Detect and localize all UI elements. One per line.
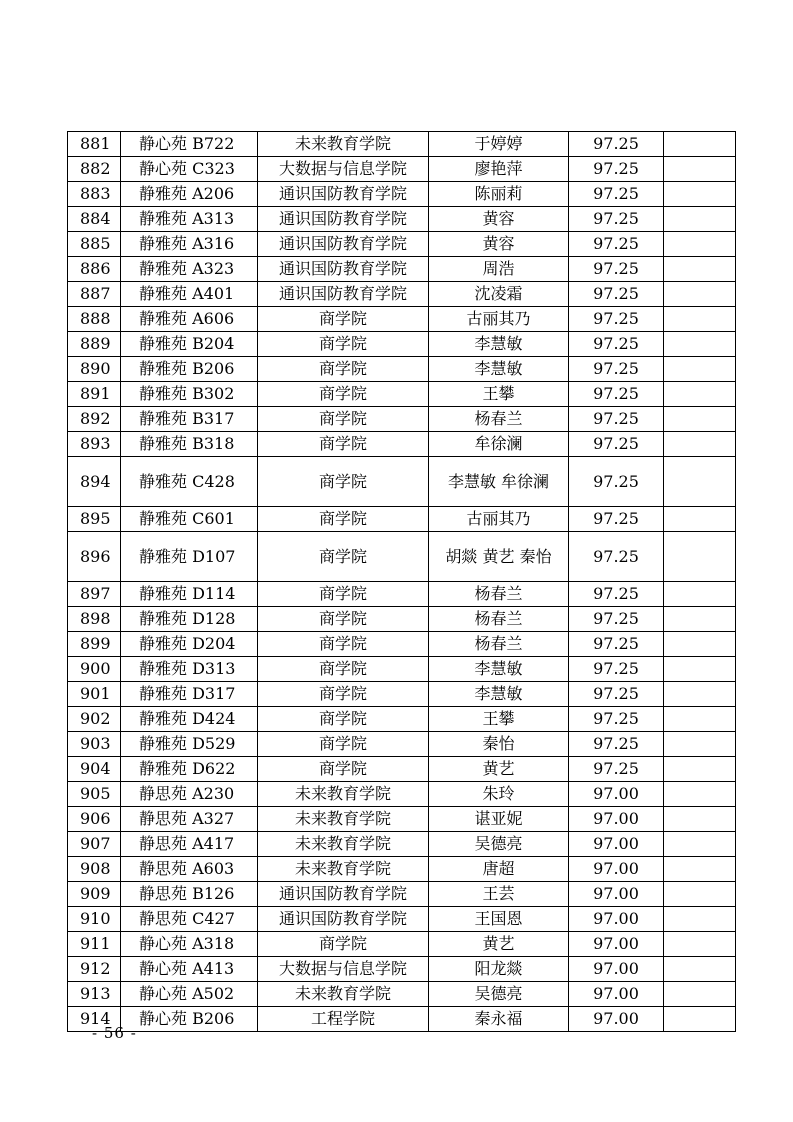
score-value: 97.25: [569, 182, 664, 207]
college-name: 商学院: [258, 407, 429, 432]
dorm-room: 静思苑 B126: [121, 882, 258, 907]
table-row: [68, 857, 736, 882]
score-value: 97.25: [569, 332, 664, 357]
remark-cell: [664, 582, 736, 607]
remark-cell: [664, 532, 736, 582]
counselor-name: 廖艳萍: [429, 157, 569, 182]
table-row: [68, 382, 736, 407]
counselor-name: 李慧敏: [429, 357, 569, 382]
remark-cell: [664, 182, 736, 207]
college-name: 商学院: [258, 732, 429, 757]
row-number: 899: [68, 632, 121, 657]
row-number: 897: [68, 582, 121, 607]
college-name: 商学院: [258, 757, 429, 782]
counselor-name: 杨春兰: [429, 607, 569, 632]
row-number: 912: [68, 957, 121, 982]
remark-cell: [664, 357, 736, 382]
row-number: 888: [68, 307, 121, 332]
counselor-name: 王攀: [429, 707, 569, 732]
dorm-room: 静雅苑 B206: [121, 357, 258, 382]
table-row: [68, 632, 736, 657]
counselor-name: 杨春兰: [429, 582, 569, 607]
college-name: 商学院: [258, 657, 429, 682]
dorm-room: 静雅苑 D622: [121, 757, 258, 782]
table-row: [68, 182, 736, 207]
remark-cell: [664, 432, 736, 457]
dorm-room: 静雅苑 D317: [121, 682, 258, 707]
row-number: 906: [68, 807, 121, 832]
college-name: 通识国防教育学院: [258, 207, 429, 232]
counselor-name: 黄容: [429, 232, 569, 257]
score-value: 97.00: [569, 957, 664, 982]
dorm-room: 静雅苑 A323: [121, 257, 258, 282]
table-row: [68, 782, 736, 807]
remark-cell: [664, 682, 736, 707]
table-row: [68, 882, 736, 907]
score-value: 97.25: [569, 407, 664, 432]
college-name: 未来教育学院: [258, 857, 429, 882]
score-value: 97.25: [569, 207, 664, 232]
remark-cell: [664, 632, 736, 657]
score-value: 97.00: [569, 1007, 664, 1032]
table-row: [68, 957, 736, 982]
college-name: 未来教育学院: [258, 982, 429, 1007]
counselor-name: 阳龙燚: [429, 957, 569, 982]
remark-cell: [664, 882, 736, 907]
counselor-name: 李慧敏: [429, 332, 569, 357]
counselor-name: 王国恩: [429, 907, 569, 932]
dorm-room: 静心苑 B206: [121, 1007, 258, 1032]
remark-cell: [664, 607, 736, 632]
remark-cell: [664, 232, 736, 257]
score-value: 97.25: [569, 757, 664, 782]
counselor-name: 李慧敏 牟徐澜: [429, 457, 569, 507]
remark-cell: [664, 257, 736, 282]
score-value: 97.00: [569, 807, 664, 832]
row-number: 911: [68, 932, 121, 957]
remark-cell: [664, 982, 736, 1007]
row-number: 889: [68, 332, 121, 357]
college-name: 未来教育学院: [258, 832, 429, 857]
remark-cell: [664, 407, 736, 432]
dorm-room: 静雅苑 D128: [121, 607, 258, 632]
table-row: [68, 432, 736, 457]
row-number: 884: [68, 207, 121, 232]
college-name: 商学院: [258, 332, 429, 357]
table-row: [68, 1007, 736, 1032]
remark-cell: [664, 457, 736, 507]
row-number: 881: [68, 132, 121, 157]
college-name: 未来教育学院: [258, 132, 429, 157]
dorm-room: 静思苑 A417: [121, 832, 258, 857]
score-value: 97.25: [569, 157, 664, 182]
row-number: 892: [68, 407, 121, 432]
college-name: 商学院: [258, 357, 429, 382]
remark-cell: [664, 932, 736, 957]
score-value: 97.25: [569, 657, 664, 682]
score-value: 97.25: [569, 307, 664, 332]
row-number: 891: [68, 382, 121, 407]
counselor-name: 杨春兰: [429, 632, 569, 657]
remark-cell: [664, 132, 736, 157]
college-name: 通识国防教育学院: [258, 257, 429, 282]
table-row: [68, 132, 736, 157]
dorm-room: 静思苑 A603: [121, 857, 258, 882]
table-row: [68, 307, 736, 332]
college-name: 商学院: [258, 307, 429, 332]
counselor-name: 古丽其乃: [429, 507, 569, 532]
row-number: 885: [68, 232, 121, 257]
dorm-room: 静雅苑 C601: [121, 507, 258, 532]
score-value: 97.25: [569, 432, 664, 457]
counselor-name: 李慧敏: [429, 657, 569, 682]
counselor-name: 黄艺: [429, 932, 569, 957]
table-row: [68, 257, 736, 282]
row-number: 896: [68, 532, 121, 582]
dorm-room: 静雅苑 D313: [121, 657, 258, 682]
table-row: [68, 457, 736, 507]
score-value: 97.00: [569, 832, 664, 857]
dorm-room: 静雅苑 D529: [121, 732, 258, 757]
row-number: 902: [68, 707, 121, 732]
college-name: 未来教育学院: [258, 807, 429, 832]
dorm-room: 静心苑 A502: [121, 982, 258, 1007]
table-row: [68, 282, 736, 307]
college-name: 通识国防教育学院: [258, 907, 429, 932]
table-row: [68, 682, 736, 707]
counselor-name: 秦怡: [429, 732, 569, 757]
remark-cell: [664, 332, 736, 357]
score-value: 97.25: [569, 632, 664, 657]
dorm-room: 静雅苑 D107: [121, 532, 258, 582]
table-body: [68, 132, 736, 1032]
score-value: 97.25: [569, 132, 664, 157]
table-row: [68, 232, 736, 257]
counselor-name: 牟徐澜: [429, 432, 569, 457]
score-value: 97.00: [569, 982, 664, 1007]
row-number: 890: [68, 357, 121, 382]
row-number: 887: [68, 282, 121, 307]
table-row: [68, 357, 736, 382]
counselor-name: 朱玲: [429, 782, 569, 807]
college-name: 商学院: [258, 932, 429, 957]
college-name: 未来教育学院: [258, 782, 429, 807]
row-number: 913: [68, 982, 121, 1007]
remark-cell: [664, 757, 736, 782]
college-name: 商学院: [258, 507, 429, 532]
dorm-room: 静雅苑 B318: [121, 432, 258, 457]
counselor-name: 唐超: [429, 857, 569, 882]
remark-cell: [664, 207, 736, 232]
remark-cell: [664, 382, 736, 407]
row-number: 908: [68, 857, 121, 882]
score-value: 97.25: [569, 382, 664, 407]
row-number: 904: [68, 757, 121, 782]
dorm-room: 静雅苑 A206: [121, 182, 258, 207]
row-number: 894: [68, 457, 121, 507]
college-name: 商学院: [258, 707, 429, 732]
score-value: 97.25: [569, 282, 664, 307]
table-row: [68, 807, 736, 832]
counselor-name: 黄艺: [429, 757, 569, 782]
table-row: [68, 732, 736, 757]
score-value: 97.25: [569, 457, 664, 507]
row-number: 883: [68, 182, 121, 207]
dorm-room: 静雅苑 A313: [121, 207, 258, 232]
counselor-name: 王攀: [429, 382, 569, 407]
score-value: 97.25: [569, 357, 664, 382]
college-name: 通识国防教育学院: [258, 182, 429, 207]
dormitory-score-table: [67, 131, 736, 1032]
table-row: [68, 932, 736, 957]
counselor-name: 谌亚妮: [429, 807, 569, 832]
dorm-room: 静雅苑 D424: [121, 707, 258, 732]
table-row: [68, 507, 736, 532]
remark-cell: [664, 907, 736, 932]
college-name: 商学院: [258, 432, 429, 457]
table-row: [68, 332, 736, 357]
remark-cell: [664, 1007, 736, 1032]
row-number: 895: [68, 507, 121, 532]
table-row: [68, 657, 736, 682]
college-name: 商学院: [258, 582, 429, 607]
table-row: [68, 607, 736, 632]
remark-cell: [664, 657, 736, 682]
remark-cell: [664, 707, 736, 732]
row-number: 886: [68, 257, 121, 282]
dorm-room: 静雅苑 A606: [121, 307, 258, 332]
dorm-room: 静雅苑 D204: [121, 632, 258, 657]
remark-cell: [664, 807, 736, 832]
dorm-room: 静雅苑 A401: [121, 282, 258, 307]
score-value: 97.00: [569, 782, 664, 807]
counselor-name: 古丽其乃: [429, 307, 569, 332]
dorm-room: 静心苑 C323: [121, 157, 258, 182]
page-number: - 56 -: [92, 1024, 137, 1042]
table-row: [68, 207, 736, 232]
dorm-room: 静雅苑 D114: [121, 582, 258, 607]
score-value: 97.25: [569, 682, 664, 707]
dorm-room: 静雅苑 B317: [121, 407, 258, 432]
dorm-room: 静心苑 B722: [121, 132, 258, 157]
row-number: 898: [68, 607, 121, 632]
dorm-room: 静思苑 A327: [121, 807, 258, 832]
counselor-name: 于婷婷: [429, 132, 569, 157]
remark-cell: [664, 307, 736, 332]
score-value: 97.00: [569, 857, 664, 882]
score-value: 97.25: [569, 607, 664, 632]
counselor-name: 杨春兰: [429, 407, 569, 432]
score-value: 97.00: [569, 882, 664, 907]
counselor-name: 沈凌霜: [429, 282, 569, 307]
counselor-name: 周浩: [429, 257, 569, 282]
college-name: 商学院: [258, 682, 429, 707]
counselor-name: 吴德亮: [429, 982, 569, 1007]
table-row: [68, 532, 736, 582]
counselor-name: 王芸: [429, 882, 569, 907]
dorm-room: 静心苑 A318: [121, 932, 258, 957]
score-value: 97.25: [569, 532, 664, 582]
dorm-room: 静雅苑 C428: [121, 457, 258, 507]
dorm-room: 静雅苑 A316: [121, 232, 258, 257]
row-number: 909: [68, 882, 121, 907]
score-value: 97.00: [569, 907, 664, 932]
table-row: [68, 407, 736, 432]
table-row: [68, 157, 736, 182]
row-number: 907: [68, 832, 121, 857]
table-row: [68, 757, 736, 782]
dorm-room: 静思苑 C427: [121, 907, 258, 932]
counselor-name: 胡燚 黄艺 秦怡: [429, 532, 569, 582]
counselor-name: 黄容: [429, 207, 569, 232]
score-value: 97.25: [569, 582, 664, 607]
college-name: 商学院: [258, 607, 429, 632]
dorm-room: 静心苑 A413: [121, 957, 258, 982]
row-number: 893: [68, 432, 121, 457]
remark-cell: [664, 857, 736, 882]
college-name: 商学院: [258, 457, 429, 507]
dorm-room: 静雅苑 B302: [121, 382, 258, 407]
counselor-name: 吴德亮: [429, 832, 569, 857]
dorm-room: 静雅苑 B204: [121, 332, 258, 357]
table-row: [68, 707, 736, 732]
row-number: 882: [68, 157, 121, 182]
row-number: 901: [68, 682, 121, 707]
college-name: 商学院: [258, 532, 429, 582]
college-name: 商学院: [258, 632, 429, 657]
score-value: 97.00: [569, 932, 664, 957]
counselor-name: 陈丽莉: [429, 182, 569, 207]
college-name: 大数据与信息学院: [258, 157, 429, 182]
row-number: 903: [68, 732, 121, 757]
score-value: 97.25: [569, 232, 664, 257]
college-name: 通识国防教育学院: [258, 282, 429, 307]
counselor-name: 秦永福: [429, 1007, 569, 1032]
remark-cell: [664, 157, 736, 182]
score-value: 97.25: [569, 257, 664, 282]
row-number: 905: [68, 782, 121, 807]
remark-cell: [664, 782, 736, 807]
college-name: 通识国防教育学院: [258, 232, 429, 257]
college-name: 商学院: [258, 382, 429, 407]
table-row: [68, 582, 736, 607]
score-value: 97.25: [569, 507, 664, 532]
college-name: 工程学院: [258, 1007, 429, 1032]
score-value: 97.25: [569, 732, 664, 757]
remark-cell: [664, 957, 736, 982]
counselor-name: 李慧敏: [429, 682, 569, 707]
row-number: 900: [68, 657, 121, 682]
dorm-room: 静思苑 A230: [121, 782, 258, 807]
table-row: [68, 832, 736, 857]
remark-cell: [664, 282, 736, 307]
score-value: 97.25: [569, 707, 664, 732]
remark-cell: [664, 732, 736, 757]
row-number: 914: [68, 1007, 121, 1032]
table-row: [68, 907, 736, 932]
remark-cell: [664, 507, 736, 532]
college-name: 大数据与信息学院: [258, 957, 429, 982]
college-name: 通识国防教育学院: [258, 882, 429, 907]
table-row: [68, 982, 736, 1007]
row-number: 910: [68, 907, 121, 932]
remark-cell: [664, 832, 736, 857]
